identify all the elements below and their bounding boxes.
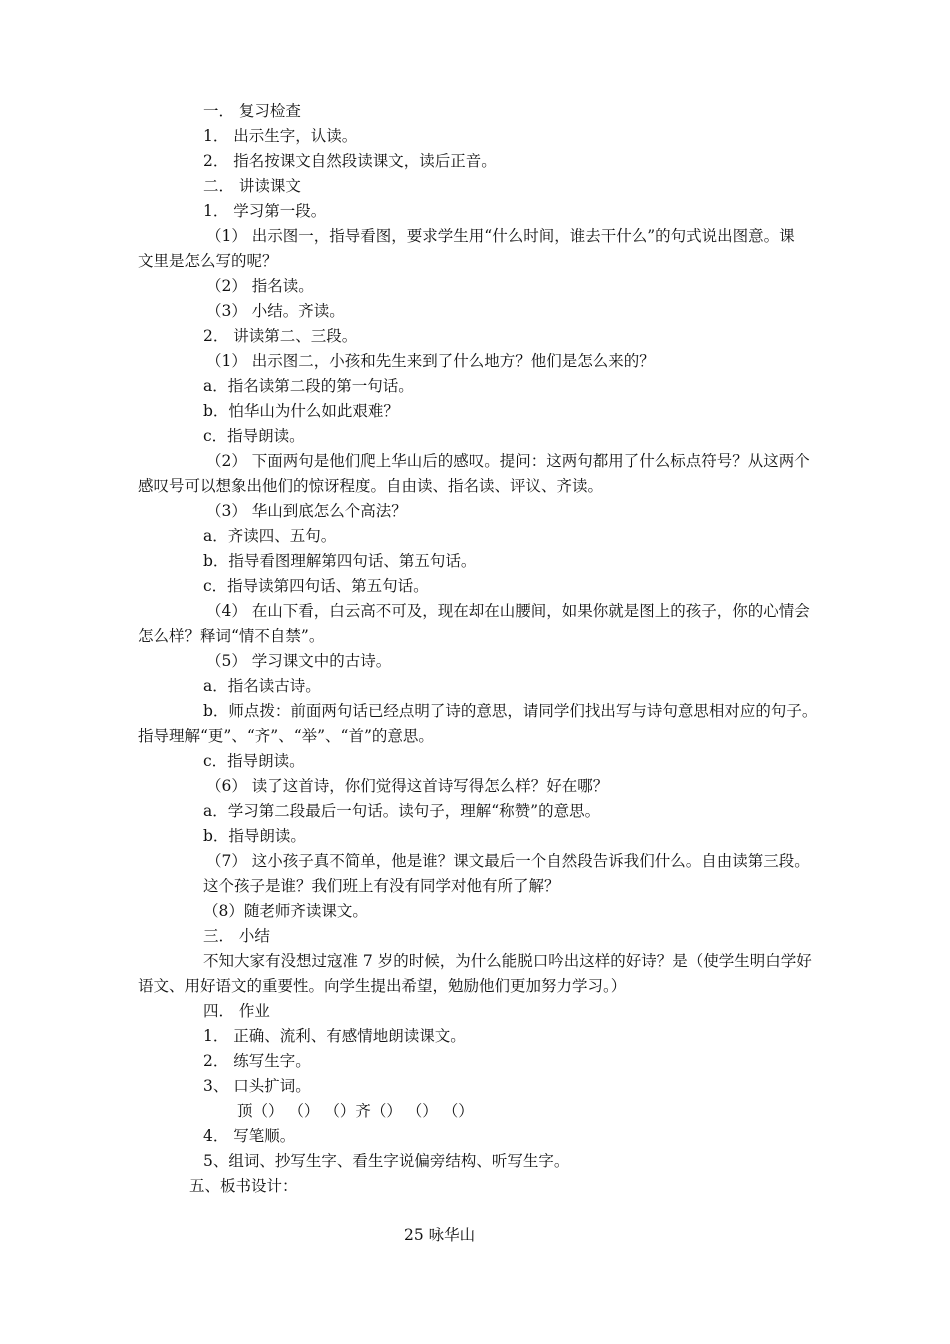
list-item: 1． 出示生字，认读。 — [203, 127, 358, 145]
list-item: c．指导读第四句话、第五句话。 — [203, 577, 429, 595]
section-heading-board-design: 五、板书设计： — [189, 1177, 298, 1195]
list-item: c．指导朗读。 — [203, 427, 305, 445]
list-item: 5、组词、抄写生字、看生字说偏旁结构、听写生字。 — [203, 1152, 570, 1170]
list-item: （1） 出示图二，小孩和先生来到了什么地方？他们是怎么来的？ — [206, 352, 655, 370]
list-item: （3） 华山到底怎么个高法？ — [206, 502, 407, 520]
list-item: （2） 下面两句是他们爬上华山后的感叹。提问：这两句都用了什么标点符号？从这两个 — [206, 452, 810, 470]
section-heading-review: 一． 复习检查 — [203, 102, 301, 120]
list-item-continuation: 指导理解“更”、“齐”、“举”、“首”的意思。 — [138, 727, 434, 745]
list-item: b．指导朗读。 — [203, 827, 306, 845]
list-item-continuation: 这个孩子是谁？我们班上有没有同学对他有所了解？ — [203, 877, 560, 895]
section-heading-homework: 四． 作业 — [203, 1002, 270, 1020]
list-item: b．指导看图理解第四句话、第五句话。 — [203, 552, 477, 570]
word-expansion-blanks: 顶（） （） （）齐（） （） （） — [237, 1102, 474, 1120]
list-item-continuation: 文里是怎么写的呢？ — [138, 252, 278, 270]
list-item: c．指导朗读。 — [203, 752, 305, 770]
list-item: a．齐读四、五句。 — [203, 527, 337, 545]
list-item: a．指名读古诗。 — [203, 677, 321, 695]
list-item: 1． 学习第一段。 — [203, 202, 327, 220]
list-item: 4． 写笔顺。 — [203, 1127, 296, 1145]
list-item-continuation: 怎么样？释词“情不自禁”。 — [138, 627, 325, 645]
list-item: （4） 在山下看，白云高不可及，现在却在山腰间，如果你就是图上的孩子，你的心情会 — [206, 602, 810, 620]
list-item: （3） 小结。齐读。 — [206, 302, 345, 320]
list-item: 2． 练写生字。 — [203, 1052, 311, 1070]
list-item: （6） 读了这首诗，你们觉得这首诗写得怎么样？好在哪？ — [206, 777, 609, 795]
paragraph: 不知大家有没想过寇准 7 岁的时候，为什么能脱口吟出这样的好诗？是（使学生明白学好 — [203, 952, 812, 970]
list-item-continuation: 感叹号可以想象出他们的惊讶程度。自由读、指名读、评议、齐读。 — [138, 477, 604, 495]
list-item: a．指名读第二段的第一句话。 — [203, 377, 414, 395]
list-item: a．学习第二段最后一句话。读句子，理解“称赞”的意思。 — [203, 802, 601, 820]
list-item: （1） 出示图一，指导看图，要求学生用“什么时间，谁去干什么”的句式说出图意。课 — [206, 227, 795, 245]
list-item: （2） 指名读。 — [206, 277, 314, 295]
section-heading-lecture: 二． 讲读课文 — [203, 177, 301, 195]
list-item: b．怕华山为什么如此艰难？ — [203, 402, 399, 420]
list-item: （8）随老师齐读课文。 — [203, 902, 368, 920]
paragraph-continuation: 语文、用好语文的重要性。向学生提出希望，勉励他们更加努力学习。） — [138, 977, 627, 995]
section-heading-summary: 三． 小结 — [203, 927, 270, 945]
board-title: 25 咏华山 — [404, 1226, 476, 1244]
list-item: 2． 讲读第二、三段。 — [203, 327, 358, 345]
list-item: b．师点拨：前面两句话已经点明了诗的意思，请同学们找出写与诗句意思相对应的句子。 — [203, 702, 818, 720]
list-item: 1． 正确、流利、有感情地朗读课文。 — [203, 1027, 466, 1045]
list-item: 3、 口头扩词。 — [203, 1077, 311, 1095]
list-item: 2． 指名按课文自然段读课文，读后正音。 — [203, 152, 497, 170]
list-item: （7） 这小孩子真不简单，他是谁？课文最后一个自然段告诉我们什么。自由读第三段。 — [206, 852, 810, 870]
list-item: （5） 学习课文中的古诗。 — [206, 652, 392, 670]
